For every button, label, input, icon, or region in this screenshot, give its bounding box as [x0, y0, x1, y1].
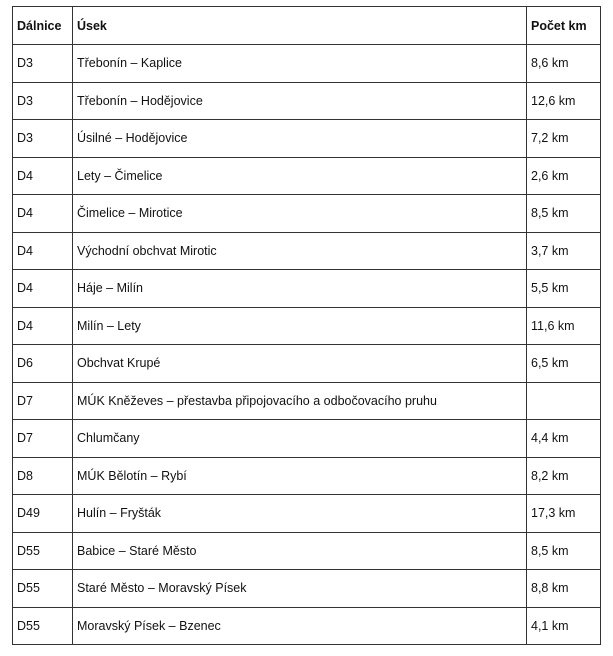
table-body [13, 45, 601, 645]
cell-usek: Babice – Staré Město [73, 532, 527, 570]
header-usek: Úsek [73, 7, 527, 45]
cell-km: 5,5 km [527, 270, 601, 308]
cell-usek: Třebonín – Kaplice [73, 45, 527, 83]
cell-dalnice: D4 [13, 270, 73, 308]
table-row [13, 45, 601, 83]
cell-km: 11,6 km [527, 307, 601, 345]
cell-km: 6,5 km [527, 345, 601, 383]
table-row [13, 457, 601, 495]
header-row [13, 7, 601, 45]
cell-km: 8,8 km [527, 570, 601, 608]
cell-dalnice: D7 [13, 420, 73, 458]
table-row [13, 420, 601, 458]
cell-km: 17,3 km [527, 495, 601, 533]
table-row [13, 82, 601, 120]
cell-usek: Čimelice – Mirotice [73, 195, 527, 233]
header-km: Počet km [527, 7, 601, 45]
cell-km: 8,6 km [527, 45, 601, 83]
cell-dalnice: D4 [13, 232, 73, 270]
cell-dalnice: D55 [13, 570, 73, 608]
cell-usek: Chlumčany [73, 420, 527, 458]
cell-usek: Lety – Čimelice [73, 157, 527, 195]
table-row [13, 382, 601, 420]
cell-km: 7,2 km [527, 120, 601, 158]
cell-dalnice: D7 [13, 382, 73, 420]
cell-km: 4,4 km [527, 420, 601, 458]
table-row [13, 345, 601, 383]
highway-sections-table [12, 6, 601, 645]
table-row [13, 120, 601, 158]
cell-usek: MÚK Kněževes – přestavba připojovacího a odbočovacího pruhu [73, 382, 527, 420]
cell-dalnice: D6 [13, 345, 73, 383]
table-row [13, 195, 601, 233]
cell-usek: Východní obchvat Mirotic [73, 232, 527, 270]
cell-dalnice: D55 [13, 607, 73, 645]
table-row [13, 570, 601, 608]
table-header [13, 7, 601, 45]
cell-km: 12,6 km [527, 82, 601, 120]
header-dalnice: Dálnice [13, 7, 73, 45]
cell-km: 8,5 km [527, 532, 601, 570]
cell-km: 2,6 km [527, 157, 601, 195]
cell-dalnice: D3 [13, 82, 73, 120]
cell-usek: MÚK Bělotín – Rybí [73, 457, 527, 495]
cell-dalnice: D4 [13, 195, 73, 233]
cell-usek: Úsilné – Hodějovice [73, 120, 527, 158]
table-row [13, 232, 601, 270]
cell-usek: Obchvat Krupé [73, 345, 527, 383]
table-row [13, 307, 601, 345]
cell-usek: Staré Město – Moravský Písek [73, 570, 527, 608]
cell-dalnice: D3 [13, 45, 73, 83]
cell-dalnice: D55 [13, 532, 73, 570]
cell-km: 8,5 km [527, 195, 601, 233]
cell-dalnice: D4 [13, 157, 73, 195]
cell-dalnice: D4 [13, 307, 73, 345]
cell-dalnice: D49 [13, 495, 73, 533]
table-row [13, 270, 601, 308]
cell-dalnice: D8 [13, 457, 73, 495]
table-row [13, 532, 601, 570]
cell-km [527, 382, 601, 420]
cell-km: 8,2 km [527, 457, 601, 495]
cell-usek: Moravský Písek – Bzenec [73, 607, 527, 645]
table-row [13, 157, 601, 195]
table-row [13, 607, 601, 645]
cell-usek: Háje – Milín [73, 270, 527, 308]
cell-usek: Hulín – Fryšták [73, 495, 527, 533]
table-row [13, 495, 601, 533]
cell-dalnice: D3 [13, 120, 73, 158]
cell-usek: Třebonín – Hodějovice [73, 82, 527, 120]
cell-km: 3,7 km [527, 232, 601, 270]
cell-usek: Milín – Lety [73, 307, 527, 345]
cell-km: 4,1 km [527, 607, 601, 645]
